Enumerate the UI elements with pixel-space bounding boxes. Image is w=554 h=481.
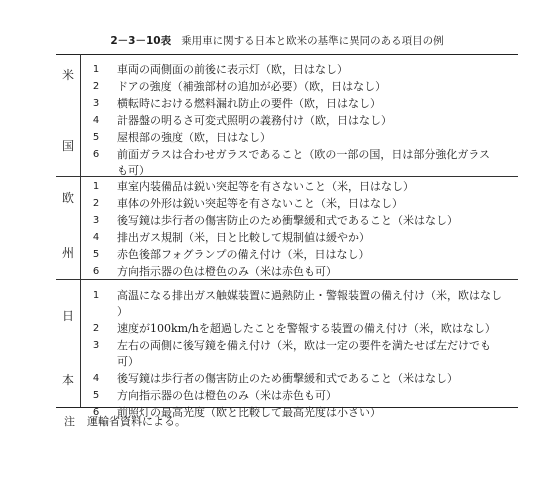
list-item <box>80 78 518 95</box>
item-text: 屋根部の強度（欧，日はなし） <box>117 131 271 144</box>
item-text: 前面ガラスは合わせガラスであること（欧の一部の国，日は部分強化ガラス <box>117 148 491 161</box>
item-text: 後写鏡は歩行者の傷害防止のため衝撃緩和式であること（米はなし） <box>117 214 458 227</box>
region-label-top: 米 <box>61 68 74 82</box>
item-text: 車室内装備品は鋭い突起等を有さないこと（米，日はなし） <box>117 180 414 193</box>
item-number: 5 <box>92 249 100 260</box>
item-number: 4 <box>92 373 100 384</box>
item-text: 高温になる排出ガス触媒装置に過熱防止・警報装置の備え付け（米，欧はなし <box>117 289 502 302</box>
item-number: 2 <box>92 323 100 334</box>
note-mark: 注 <box>64 415 75 428</box>
list-item <box>80 387 518 404</box>
item-text: ドアの強度（補強部材の追加が必要）（欧，日はなし） <box>117 80 387 93</box>
item-text-continued: ） <box>117 305 128 318</box>
item-number: 4 <box>92 115 100 126</box>
item-number: 6 <box>92 407 100 418</box>
region-label-top: 欧 <box>61 191 74 205</box>
item-text: 方向指示器の色は橙色のみ（米は赤色も可） <box>117 389 337 402</box>
list-item <box>80 178 518 195</box>
region-cell-japan <box>56 279 80 407</box>
item-number: 1 <box>92 64 100 75</box>
item-text: 赤色後部フォグランプの備え付け（米，日はなし） <box>117 248 370 261</box>
list-item <box>80 370 518 387</box>
list-item <box>80 287 518 320</box>
list-item <box>80 112 518 129</box>
list-item <box>80 320 518 337</box>
item-text: 車体の外形は鋭い突起等を有さないこと（米，日はなし） <box>117 197 403 210</box>
source-note <box>64 414 186 430</box>
region-label-bottom: 州 <box>61 246 74 260</box>
item-text: 前照灯の最高光度（欧と比較して最高光度は小さい） <box>117 406 381 419</box>
list-item <box>80 337 518 370</box>
list-item <box>80 229 518 246</box>
list-item <box>80 146 518 179</box>
list-item <box>80 246 518 263</box>
note-text: 運輸省資料による。 <box>87 415 186 428</box>
section-items-japan <box>80 287 518 421</box>
list-item <box>80 129 518 146</box>
item-text-continued: 可） <box>117 355 139 368</box>
table-top-rule <box>56 54 518 55</box>
region-cell-us <box>56 54 80 176</box>
section-items-europe <box>80 178 518 280</box>
item-number: 6 <box>92 149 100 160</box>
list-item <box>80 263 518 280</box>
item-number: 3 <box>92 215 100 226</box>
item-text: 計器盤の明るさ可変式照明の義務付け（欧，日はなし） <box>117 114 392 127</box>
list-item <box>80 212 518 229</box>
item-text-continued: も可） <box>117 164 150 177</box>
region-label-bottom: 本 <box>61 373 74 387</box>
region-cell-europe <box>56 176 80 279</box>
item-number: 6 <box>92 266 100 277</box>
list-item <box>80 95 518 112</box>
item-text: 車両の両側面の前後に表示灯（欧，日はなし） <box>117 63 348 76</box>
table-caption <box>0 34 554 48</box>
item-number: 1 <box>92 181 100 192</box>
item-number: 5 <box>92 132 100 143</box>
item-number: 2 <box>92 81 100 92</box>
list-item <box>80 61 518 78</box>
item-number: 1 <box>92 290 100 301</box>
region-label-top: 日 <box>61 309 74 323</box>
item-text: 左右の両側に後写鏡を備え付け（米，欧は一定の要件を満たせば左だけでも <box>117 339 491 352</box>
item-number: 4 <box>92 232 100 243</box>
item-number: 3 <box>92 98 100 109</box>
item-text: 後写鏡は歩行者の傷害防止のため衝撃緩和式であること（米はなし） <box>117 372 458 385</box>
item-number: 3 <box>92 340 100 351</box>
item-text: 速度が100km/hを超過したことを警報する装置の備え付け（米，欧はなし） <box>117 322 496 335</box>
item-number: 2 <box>92 198 100 209</box>
table-title: 乗用車に関する日本と欧米の基準に異同のある項目の例 <box>181 35 444 47</box>
section-items-us <box>80 61 518 179</box>
region-label-bottom: 国 <box>61 139 74 153</box>
item-number: 5 <box>92 390 100 401</box>
item-text: 横転時における燃料漏れ防止の要件（欧，日はなし） <box>117 97 381 110</box>
table-number: 2－3－10表 <box>110 35 172 47</box>
item-text: 排出ガス規制（米，日と比較して規制値は緩やか） <box>117 231 370 244</box>
list-item <box>80 195 518 212</box>
item-text: 方向指示器の色は橙色のみ（米は赤色も可） <box>117 265 337 278</box>
